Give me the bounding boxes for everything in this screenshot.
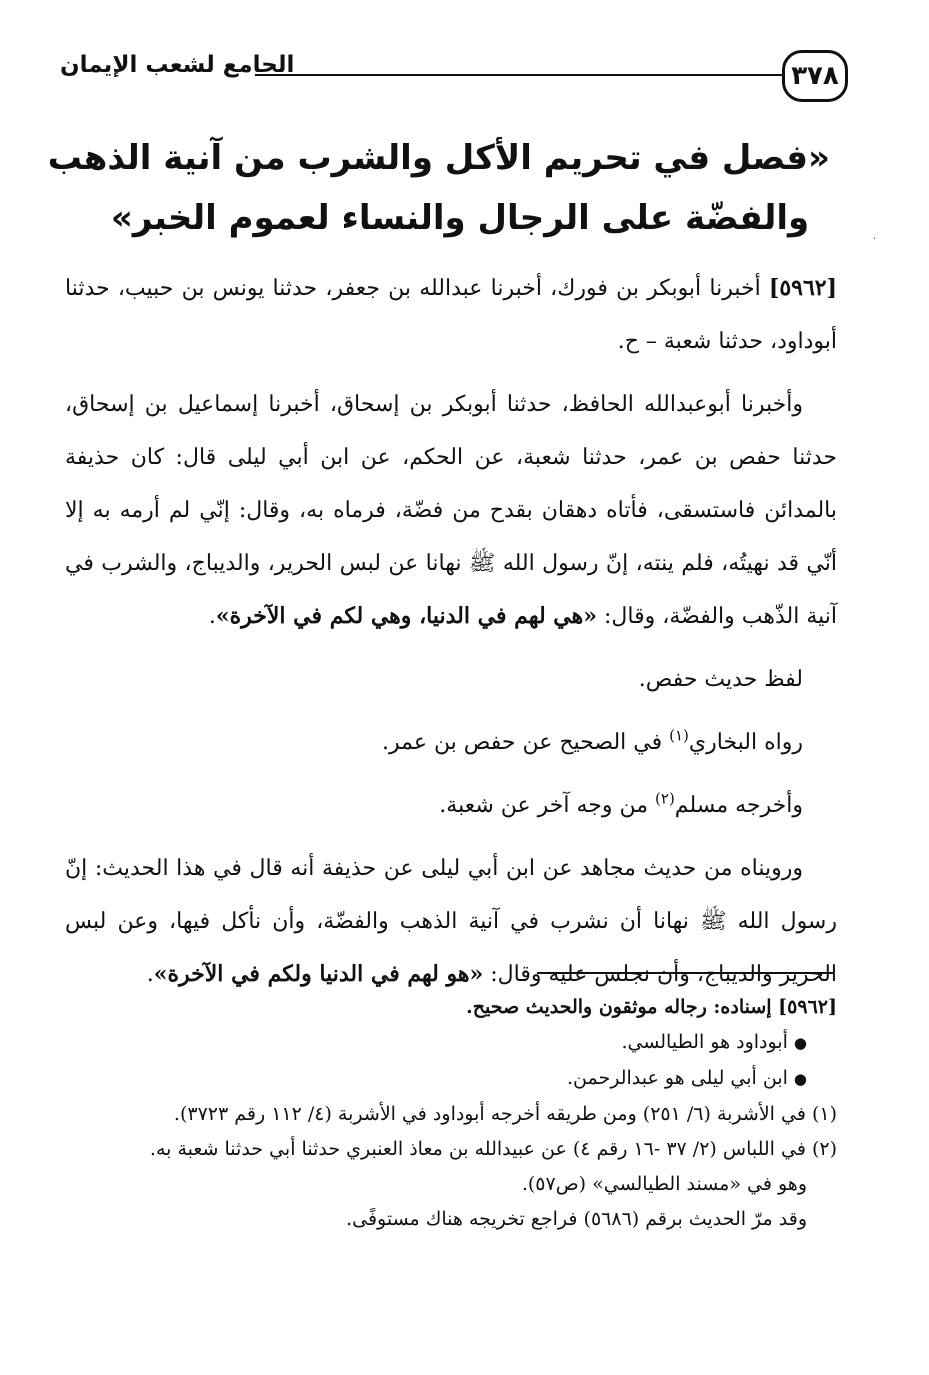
- footnote-2-continuation: وهو في «مسند الطيالسي» (ص٥٧).: [521, 1173, 807, 1195]
- hadith-paragraph: [65, 378, 837, 643]
- hadith-text: ورويناه من حديث مجاهد عن ابن أبي ليلى عن حذيفة أنه قال في هذا الحديث: إنّ رسول الله ﷺ نهانا أن نشرب في آنية الذهب والفضّة، وأن نأكل فيها، وعن لبس الحرير والديباج، وأن نجلس عليه وقال:: [65, 856, 837, 987]
- book-title: الجامع لشعب الإيمان: [60, 52, 295, 78]
- hadith-paragraph: [65, 262, 837, 368]
- chapter-title-line-2: والفضّة على الرجال والنساء لعموم الخبر»: [110, 198, 810, 238]
- footnote-2: (٢) في اللباس (٢/ ٣٧ -١٦ رقم ٤) عن عبيدالله بن معاذ العنبري حدثنا أبي حدثنا شعبة به.: [149, 1138, 837, 1160]
- footnote-text: ابن أبي ليلى هو عبدالرحمن.: [567, 1067, 788, 1089]
- footnote-2-continuation: وقد مرّ الحديث برقم (٥٦٨٦) فراجع تخريجه هناك مستوفًى.: [346, 1208, 807, 1230]
- commentary-text: رواه البخاري: [688, 730, 803, 755]
- running-header: [60, 50, 848, 106]
- hadith-text: وأخبرنا أبوعبدالله الحافظ، حدثنا أبوبكر بن إسحاق، أخبرنا إسماعيل بن إسحاق، حدثنا حفص بن عمر، حدثنا شعبة، عن الحكم، عن ابن أبي ليلى قال: كان حذيفة بالمدائن فاستسقى، فأتاه دهقان بقدح من فضّة، فرماه به، وقال: إنّي لم أرمه به إلا أنّي قد نهيتُه، فلم ينته، إنّ رسول الله ﷺ نهانا عن لبس الحرير، والديباج، والشرب في آنية الذّهب والفضّة، وقال:: [65, 392, 837, 629]
- footnote-ref[interactable]: (٢): [655, 789, 675, 808]
- footnote-text: أبوداود هو الطيالسي.: [621, 1031, 788, 1053]
- chapter-title: [47, 128, 830, 248]
- chapter-title-line-1: «فصل في تحريم الأكل والشرب من آنية الذهب: [47, 138, 830, 178]
- footnote-bullet-item: [65, 1061, 837, 1097]
- hadith-paragraph: [65, 842, 837, 1001]
- footnotes: [65, 990, 837, 1237]
- hadith-number: [٥٩٦٢]: [768, 275, 837, 301]
- header-rule: [255, 74, 782, 76]
- footnote-separator: [537, 972, 833, 974]
- hadith-quote: «هو لهم في الدنيا ولكم في الآخرة»: [153, 961, 484, 987]
- footnote-text: رجاله موثقون والحديث صحيح.: [466, 996, 714, 1018]
- commentary-text: في الصحيح عن حفص بن عمر.: [381, 730, 670, 755]
- commentary-text: وأخرجه مسلم: [674, 793, 803, 818]
- print-speck: ·: [873, 234, 877, 245]
- bullet-icon: ●: [793, 1034, 807, 1052]
- footnote-1: (١) في الأشربة (٦/ ٢٥١) ومن طريقه أخرجه أبوداود في الأشربة (٤/ ١١٢ رقم ٣٧٢٣).: [173, 1103, 837, 1125]
- commentary-text: من وجه آخر عن شعبة.: [439, 793, 656, 818]
- commentary-paragraph: لفظ حديث حفص.: [638, 667, 803, 692]
- page-number: ٣٧٨: [782, 50, 848, 102]
- bullet-icon: ●: [793, 1070, 807, 1088]
- punctuation: .: [146, 962, 154, 987]
- commentary-paragraph: [65, 779, 837, 832]
- commentary-paragraph: [65, 716, 837, 769]
- hadith-quote: «هي لهم في الدنيا، وهي لكم في الآخرة»: [215, 603, 597, 629]
- isnad-text: أخبرنا أبوبكر بن فورك، أخبرنا عبدالله بن جعفر، حدثنا يونس بن حبيب، حدثنا أبوداود، حدثنا شعبة – ح.: [65, 276, 837, 354]
- footnote-bullet-item: [65, 1025, 837, 1061]
- footnote-ref[interactable]: (١): [669, 726, 689, 745]
- main-text: [65, 262, 837, 1011]
- footnote-grading: [65, 990, 837, 1025]
- punctuation: .: [208, 604, 216, 629]
- footnote-label: [٥٩٦٢] إسناده:: [713, 996, 837, 1018]
